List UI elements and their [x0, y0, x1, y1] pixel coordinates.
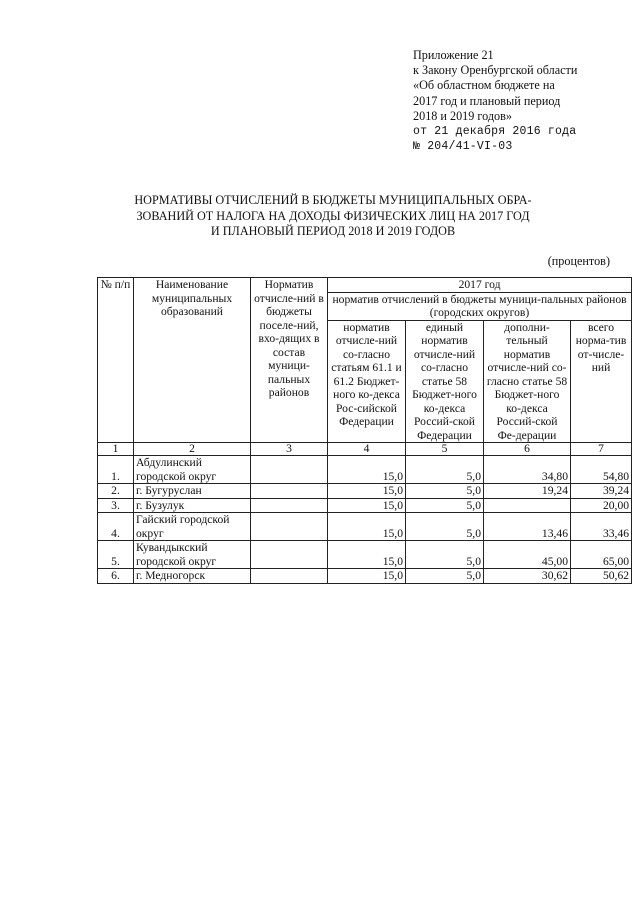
row-num: 6. — [98, 569, 134, 584]
table-row — [98, 456, 632, 484]
row-col4: 15,0 — [328, 498, 406, 513]
row-name: Гайский городской округ — [134, 513, 251, 541]
column-number: 1 — [98, 443, 134, 456]
header-col4: норматив отчисле-ний со-гласно статьям 61.1 и 61.2 Бюджет-ного ко-декса Рос-сийской Федерации — [328, 320, 406, 443]
document-title — [118, 193, 548, 240]
column-number: 7 — [571, 443, 632, 456]
header-col6: дополни-тельный норматив отчисле-ний со-гласно статье 58 Бюджет-ного ко-декса Россий-ской Фе-дерации — [484, 320, 571, 443]
row-col4: 15,0 — [328, 456, 406, 484]
norms-table — [97, 277, 632, 584]
row-settlement-norm — [251, 484, 328, 499]
column-number: 3 — [251, 443, 328, 456]
row-col6: 34,80 — [484, 456, 571, 484]
row-col7: 39,24 — [571, 484, 632, 499]
row-col7: 50,62 — [571, 569, 632, 584]
appendix-line: Приложение 21 — [413, 48, 494, 62]
row-name: г. Медногорск — [134, 569, 251, 584]
row-name: г. Бугуруслан — [134, 484, 251, 499]
row-num: 4. — [98, 513, 134, 541]
row-col5: 5,0 — [406, 569, 484, 584]
title-line: ЗОВАНИЙ ОТ НАЛОГА НА ДОХОДЫ ФИЗИЧЕСКИХ ЛИЦ НА 2017 ГОД — [136, 208, 530, 223]
row-col5: 5,0 — [406, 498, 484, 513]
row-col7: 54,80 — [571, 456, 632, 484]
table-row — [98, 513, 632, 541]
row-col6: 30,62 — [484, 569, 571, 584]
row-col6: 45,00 — [484, 541, 571, 569]
header-col5: единый норматив отчисле-ний со-гласно статье 58 Бюджет-ного ко-декса Россий-ской Федерации — [406, 320, 484, 443]
row-col7: 33,46 — [571, 513, 632, 541]
row-col7: 20,00 — [571, 498, 632, 513]
row-num: 2. — [98, 484, 134, 499]
appendix-line: «Об областном бюджете на — [413, 78, 555, 93]
appendix-line: к Закону Оренбургской области — [413, 63, 578, 78]
row-settlement-norm — [251, 569, 328, 584]
header-settlement-norm: Норматив отчисле-ний в бюджеты поселе-ний, вхо-дящих в состав муници-пальных районов — [251, 278, 328, 443]
row-col5: 5,0 — [406, 456, 484, 484]
row-settlement-norm — [251, 541, 328, 569]
table-row — [98, 484, 632, 499]
column-number: 6 — [484, 443, 571, 456]
row-col6: 13,46 — [484, 513, 571, 541]
column-number: 2 — [134, 443, 251, 456]
row-col4: 15,0 — [328, 541, 406, 569]
row-name: Абдулинский городской округ — [134, 456, 251, 484]
row-col5: 5,0 — [406, 484, 484, 499]
row-settlement-norm — [251, 498, 328, 513]
row-settlement-norm — [251, 513, 328, 541]
row-col6 — [484, 498, 571, 513]
row-name: г. Бузулук — [134, 498, 251, 513]
law-number: № 204/41-VI-03 — [413, 140, 513, 154]
row-num: 1. — [98, 456, 134, 484]
row-col6: 19,24 — [484, 484, 571, 499]
appendix-block — [413, 48, 628, 154]
appendix-line: 2018 и 2019 годов» — [413, 108, 512, 123]
column-number: 4 — [328, 443, 406, 456]
row-num: 3. — [98, 498, 134, 513]
header-district-group: норматив отчислений в бюджеты муници-пальных районов (городских округов) — [328, 292, 632, 320]
table-row — [98, 498, 632, 513]
row-col5: 5,0 — [406, 541, 484, 569]
title-line: И ПЛАНОВЫЙ ПЕРИОД 2018 И 2019 ГОДОВ — [210, 224, 456, 238]
row-col4: 15,0 — [328, 484, 406, 499]
row-col4: 15,0 — [328, 513, 406, 541]
header-num: № п/п — [98, 278, 134, 443]
header-name: Наименование муниципальных образований — [134, 278, 251, 443]
row-settlement-norm — [251, 456, 328, 484]
law-date: от 21 декабря 2016 года — [413, 125, 577, 139]
header-col7: всего норма-тив от-числе-ний — [571, 320, 632, 443]
row-num: 5. — [98, 541, 134, 569]
row-col5: 5,0 — [406, 513, 484, 541]
header-year: 2017 год — [328, 278, 632, 293]
table-row — [98, 541, 632, 569]
table-row — [98, 569, 632, 584]
row-col4: 15,0 — [328, 569, 406, 584]
column-number: 5 — [406, 443, 484, 456]
title-line: НОРМАТИВЫ ОТЧИСЛЕНИЙ В БЮДЖЕТЫ МУНИЦИПАЛЬНЫХ ОБРА- — [134, 193, 532, 207]
appendix-line: 2017 год и плановый период — [413, 93, 561, 108]
row-name: Кувандыкский городской округ — [134, 541, 251, 569]
units-label: (процентов) — [547, 254, 610, 268]
row-col7: 65,00 — [571, 541, 632, 569]
